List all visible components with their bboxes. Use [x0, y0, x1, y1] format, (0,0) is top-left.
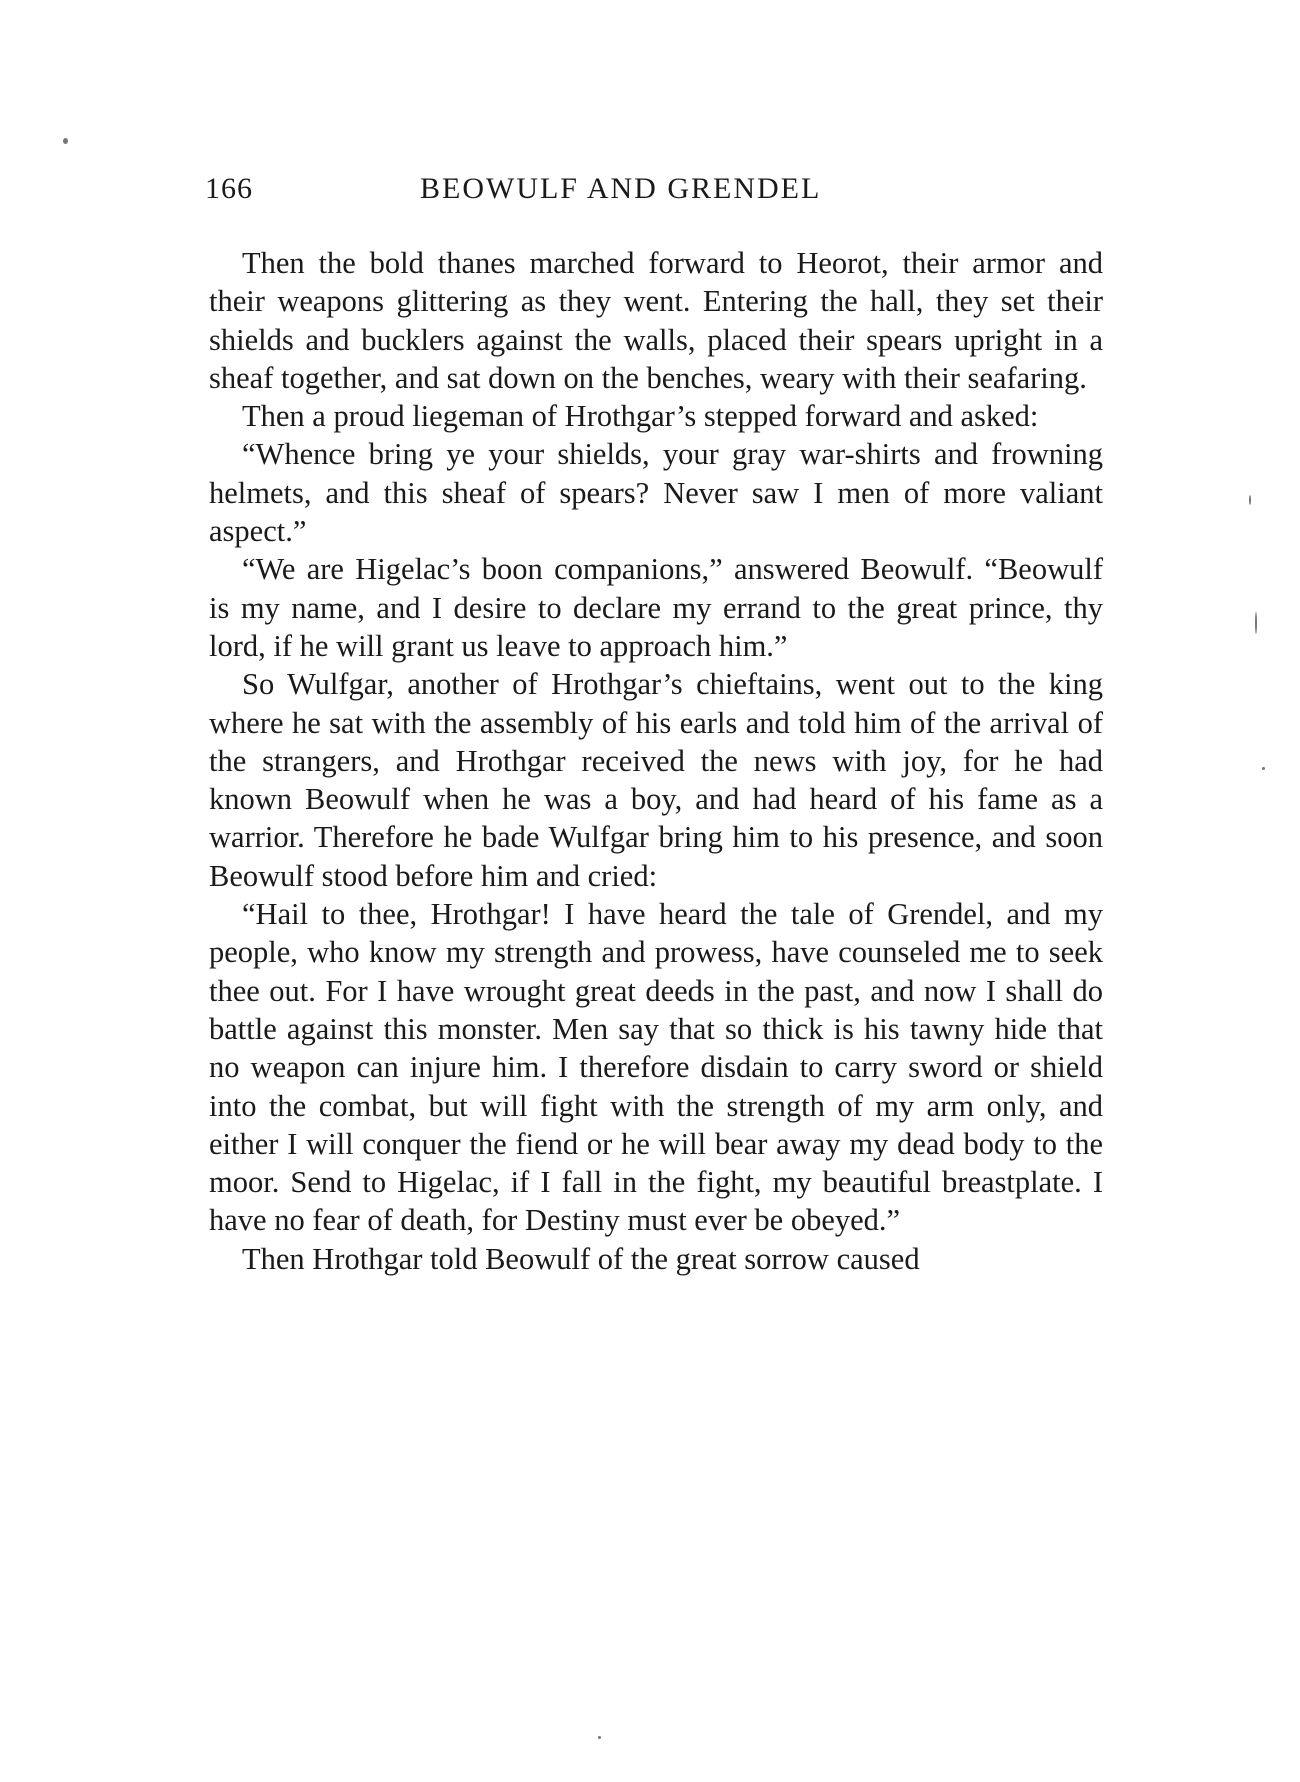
scan-speck [598, 1736, 601, 1739]
body-text [209, 244, 1103, 1278]
paragraph: “Whence bring ye your shields, your gray war-shirts and frowning helmets, and this sheaf of spears? Never saw I men of more valiant aspect.” [209, 437, 1103, 549]
paragraph: So Wulfgar, another of Hrothgar’s chieftains, went out to the king where he sat with the assembly of his earls and told him of the arrival of the strangers, and Hrothgar received the news with joy, for he had known Beowulf when he was a boy, and had heard of his fame as a warrior. Therefore he bade Wulfgar bring him to his presence, and soon Beowulf stood before him and cried: [209, 667, 1103, 893]
running-title: BEOWULF AND GRENDEL [420, 172, 822, 205]
paragraph: Then Hrothgar told Beowulf of the great sorrow caused [242, 1241, 920, 1276]
page-number: 166 [205, 172, 253, 205]
scan-speck [1262, 767, 1265, 770]
scan-speck [63, 138, 68, 144]
scan-speck [1249, 495, 1251, 505]
paragraph: “Hail to thee, Hrothgar! I have heard the tale of Grendel, and my people, who know my strength and prowess, have counseled me to seek thee out. For I have wrought great deeds in the past, and now I shall do battle against this monster. Men say that so thick is his tawny hide that no weapon can injure him. I therefore disdain to carry sword or shield into the combat, but will fight with the strength of my arm only, and either I will conquer the fiend or he will bear away my dead body to the moor. Send to Higelac, if I fall in the fight, my beautiful breastplate. I have no fear of death, for Destiny must ever be obeyed.” [209, 897, 1103, 1238]
scan-speck [1255, 612, 1257, 634]
paragraph: “We are Higelac’s boon companions,” answered Beowulf. “Beowulf is my name, and I desire to declare my errand to the great prince, thy lord, if he will grant us leave to approach him.” [209, 552, 1103, 663]
paragraph: Then a proud liegeman of Hrothgar’s stepped forward and asked: [242, 399, 1039, 434]
paragraph: Then the bold thanes marched forward to Heorot, their armor and their weapons glittering as they went. Entering the hall, they set their shields and bucklers against the walls, placed their spears upright in a sheaf together, and sat down on the benches, weary with their seafaring. [209, 246, 1103, 395]
page-header [205, 172, 1105, 212]
